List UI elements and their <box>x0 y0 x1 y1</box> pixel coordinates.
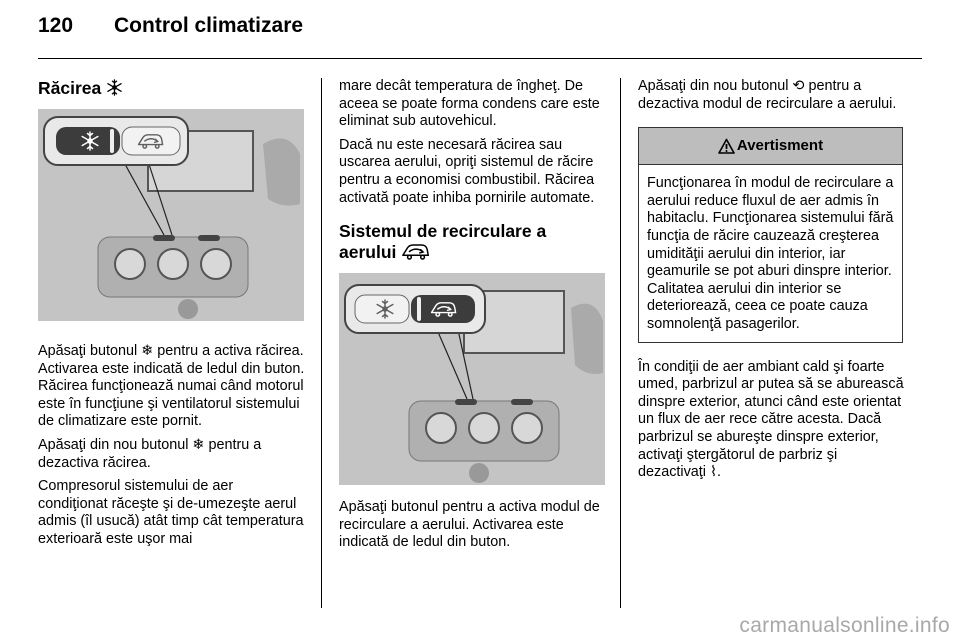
column-3 <box>638 78 906 488</box>
warning-triangle-icon <box>718 138 735 154</box>
section-heading-cooling-text: Răcirea <box>38 78 102 98</box>
column-divider-1 <box>321 78 322 608</box>
freezing-text: mare decât temperatura de îngheţ. De aceea se poate forma condens care este eliminat sub autovehicul. <box>339 78 600 130</box>
recirculation-deactivate-text: Apăsaţi din nou butonul ⟲ pentru a dezactiva modul de recirculare a aerului. <box>638 78 897 112</box>
recirculation-icon <box>401 243 431 260</box>
cooling-deactivate-text: Apăsaţi din nou butonul ❄ pentru a dezactiva răcirea. <box>38 436 262 471</box>
column-divider-2 <box>620 78 621 608</box>
section-heading-recirculation <box>339 221 607 263</box>
compressor-text: Compresorul sistemului de aer condiţionat răceşte şi de-umezeşte aerul admis (îl usucă) atât timp cât temperatura exterioară este uşor mai <box>38 478 304 547</box>
figure-cooling-button <box>38 109 304 321</box>
snowflake-icon <box>106 79 123 96</box>
warning-box <box>638 127 903 342</box>
chapter-title: Control climatizare <box>114 14 304 37</box>
cooling-activate-text: Apăsaţi butonul ❄ pentru a activa răcirea. Activarea este indicată de ledul din buton. Răcirea funcţionează numai când motorul este în funcţiune şi ventilatorul sistemului de climatizare este pornit. <box>38 343 305 430</box>
section-heading-recirculation-text: Sistemul de recirculare a aerului <box>339 221 547 263</box>
warning-title: Avertisment <box>736 137 824 155</box>
recirculation-activate-text: Apăsaţi butonul pentru a activa modul de recirculare a aerului. Activarea este indicată de ledul din buton. <box>339 499 600 551</box>
page-header <box>38 14 303 48</box>
windscreen-fog-text: În condiţii de aer ambiant cald şi foarte umed, parbrizul ar putea să se aburească dinspre exterior, atunci când este orientat un flux de aer rece către acesta. Dacă parbrizul se abureşte dinspre exterior, activaţi ştergătorul de parbriz şi dezactivaţi ⌇. <box>638 358 904 481</box>
economy-text: Dacă nu este necesară răcirea sau uscarea aerului, opriţi sistemul de răcire pentru a economisi combustibil. Răcirea activată poate inhiba pornirile automate. <box>339 136 595 206</box>
section-heading-cooling <box>38 78 306 99</box>
column-2 <box>339 78 607 558</box>
warning-text: Funcţionarea în modul de recirculare a aerului reduce fluxul de aer admis în habitaclu. Funcţionarea sistemului fără funcţia de răcire cauzează creşterea umidităţii aerului din interior, iar geamurile se pot aburi dinspre interior. Calitatea aerului din interior se deteriorează, ceea ce poate cauza somnolenţă pasagerilor. <box>647 175 894 332</box>
page-number: 120 <box>38 14 74 37</box>
figure-recirculation-button <box>339 273 605 485</box>
column-1 <box>38 78 306 555</box>
header-rule <box>38 58 922 59</box>
warning-header <box>639 128 902 165</box>
watermark: carmanualsonline.info <box>739 614 950 637</box>
